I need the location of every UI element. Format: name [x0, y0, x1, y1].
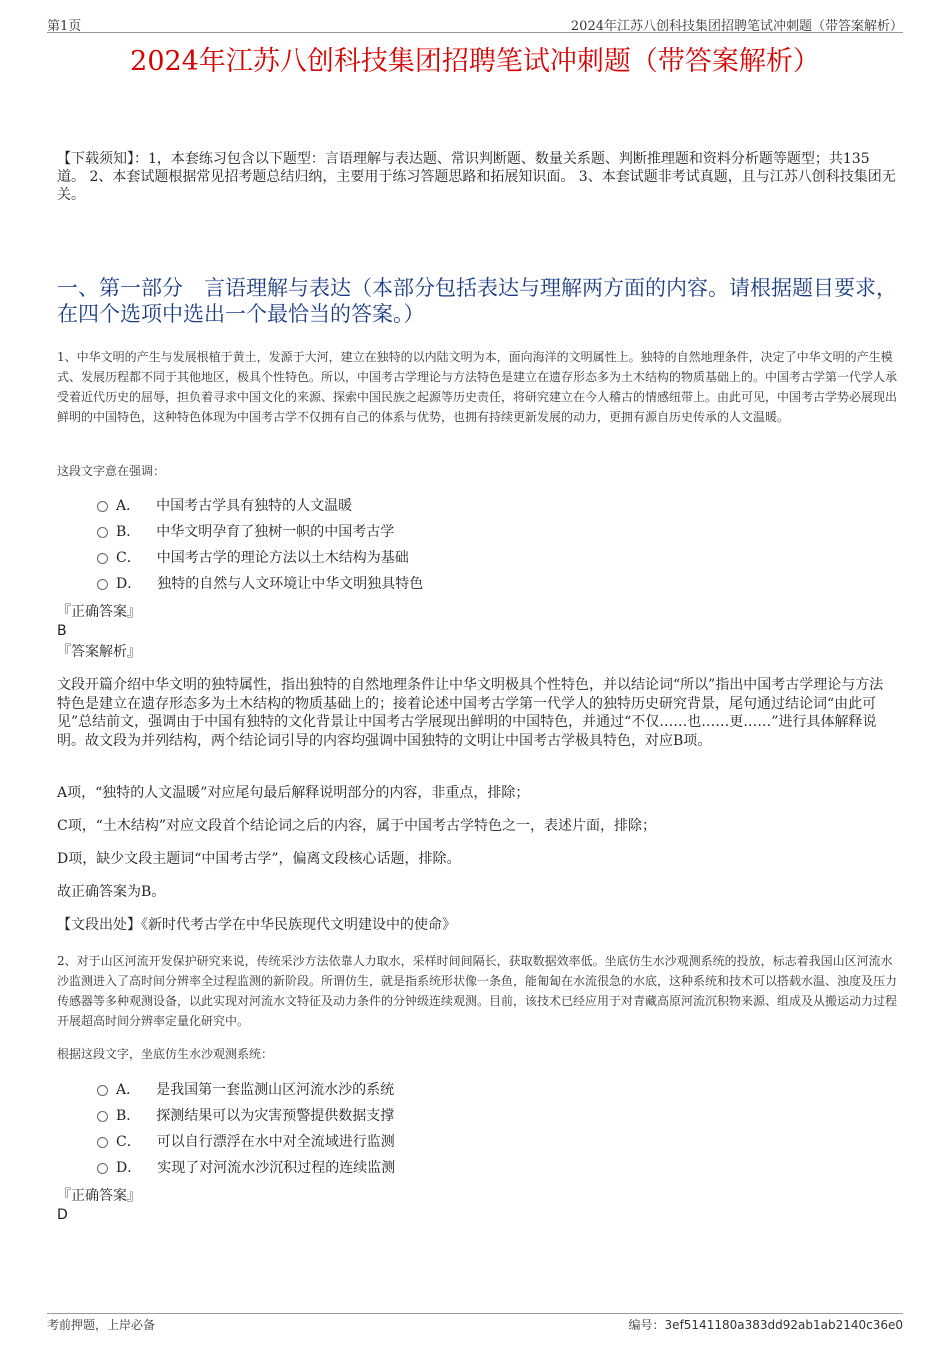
q1-option-a[interactable]: A． 中国考古学具有独特的人文温暖 [97, 496, 352, 516]
radio-icon[interactable] [97, 527, 108, 538]
q1-option-b[interactable]: B． 中华文明孕育了独树一帜的中国考古学 [97, 522, 394, 542]
q2-option-c[interactable]: C． 可以自行漂浮在水中对全流域进行监测 [97, 1132, 395, 1152]
q1-analysis-label: 『答案解析』 [57, 644, 141, 660]
page-footer [47, 1313, 903, 1334]
q2-answer-label: 『正确答案』 [57, 1188, 141, 1204]
q1-option-c[interactable]: C． 中国考古学的理论方法以土木结构为基础 [97, 548, 409, 568]
q1-answer-label: 『正确答案』 [57, 604, 141, 620]
q2-answer: D [57, 1207, 68, 1223]
question-2-text: 2、对于山区河流开发保护研究来说，传统采沙方法依靠人力取水，采样时间间隔长，获取数据效率低。坐底仿生水沙观测系统的投放，标志着我国山区河流水沙监测进入了高时间分辨率全过程监测的新阶段。所谓仿生，就是指系统形状像一条鱼，能匍匐在水流很急的水底，这种系统和技术可以搭载水温、浊度及压力传感器等多种观测设备，以此实现对河流水文特征及动力条件的分钟级连续观测。目前，该技术已经应用于对青藏高原河流沉积物来源、组成及从搬运动力过程开展超高时间分辨率定量化研究中。 [57, 954, 898, 1028]
section-heading: 一、第一部分 言语理解与表达（本部分包括表达与理解两方面的内容。请根据题目要求，在四个选项中选出一个最恰当的答案。） [57, 276, 897, 326]
radio-icon[interactable] [97, 1137, 108, 1148]
q1-analysis: 文段开篇介绍中华文明的独特属性，指出独特的自然地理条件让中华文明极具个性特色，并以结论词“所以”指出中国考古学理论与方法特色是建立在遗存形态多为土木结构的物质基础上的；接着论述中国考古学第一代学人的独特历史研究背景，尾句通过结论词“由此可见”总结前文，强调由于中国有独特的文化背景让中国考古学展现出鲜明的中国特色，并通过“不仅……也……更……”进行具体解释说明。故文段为并列结构，两个结论词引导的内容均强调中国独特的文明让中国考古学极具特色，对应B项。 [57, 677, 884, 749]
question-2-stem: 根据这段文字，坐底仿生水沙观测系统： [57, 1047, 274, 1061]
q1-analysis-line-a: A项，“独特的人文温暖”对应尾句最后解释说明部分的内容，非重点，排除； [57, 785, 530, 801]
page-number: 第1页 [47, 19, 82, 34]
q1-conclusion: 故正确答案为B。 [57, 884, 166, 900]
radio-icon[interactable] [97, 1163, 108, 1174]
document-title: 2024年江苏八创科技集团招聘笔试冲刺题（带答案解析） [130, 46, 820, 77]
q2-option-a[interactable]: A． 是我国第一套监测山区河流水沙的系统 [97, 1080, 394, 1100]
page-header [47, 12, 903, 33]
radio-icon[interactable] [97, 501, 108, 512]
footer-slogan: 考前押题，上岸必备 [47, 1318, 156, 1332]
question-1-text: 1、中华文明的产生与发展根植于黄土，发源于大河，建立在独特的以内陆文明为本，面向海洋的文明属性上。独特的自然地理条件，决定了中华文明的产生模式、发展历程都不同于其他地区，极具个性特色。所以，中国考古学理论与方法特色是建立在遗存形态多为土木结构的物质基础上的。中国考古学第一代学人承受着近代历史的屈辱，担负着寻求中国文化的来源、探索中国民族之起源等历史责任，将研究建立在今人稽古的情感纽带上。由此可见，中国考古学势必展现出鲜明的中国特色，这种特色体现为中国考古学不仅拥有自己的体系与优势，也拥有持续更新发展的动力，更拥有源自历史传承的人文温暖。 [57, 350, 898, 424]
radio-icon[interactable] [97, 553, 108, 564]
q1-answer: B [57, 623, 67, 639]
radio-icon[interactable] [97, 1111, 108, 1122]
download-notice: 【下载须知】：1，本套练习包含以下题型：言语理解与表达题、常识判断题、数量关系题、判断推理题和资料分析题等题型；共135道。 2、本套试题根据常见招考题总结归纳，主要用于练习答题思路和拓展知识面。 3、本套试题非考试真题，且与江苏八创科技集团无关。 [57, 151, 896, 203]
footer-code: 编号：3ef5141180a383dd92ab1ab2140c36e0 [628, 1318, 903, 1332]
q1-option-d[interactable]: D． 独特的自然与人文环境让中华文明独具特色 [97, 574, 423, 594]
q2-option-d[interactable]: D． 实现了对河流水沙沉积过程的连续监测 [97, 1158, 395, 1178]
question-1-stem: 这段文字意在强调： [57, 464, 166, 478]
q2-option-b[interactable]: B． 探测结果可以为灾害预警提供数据支撑 [97, 1106, 394, 1126]
q1-analysis-line-c: C项，“土木结构”对应文段首个结论词之后的内容，属于中国考古学特色之一，表述片面，排除； [57, 818, 657, 834]
radio-icon[interactable] [97, 579, 108, 590]
header-doc-title: 2024年江苏八创科技集团招聘笔试冲刺题（带答案解析） [570, 19, 903, 34]
q1-analysis-line-d: D项，缺少文段主题词“中国考古学”，偏离文段核心话题，排除。 [57, 851, 461, 867]
radio-icon[interactable] [97, 1085, 108, 1096]
q1-source: 【文段出处】《新时代考古学在中华民族现代文明建设中的使命》 [57, 917, 456, 933]
